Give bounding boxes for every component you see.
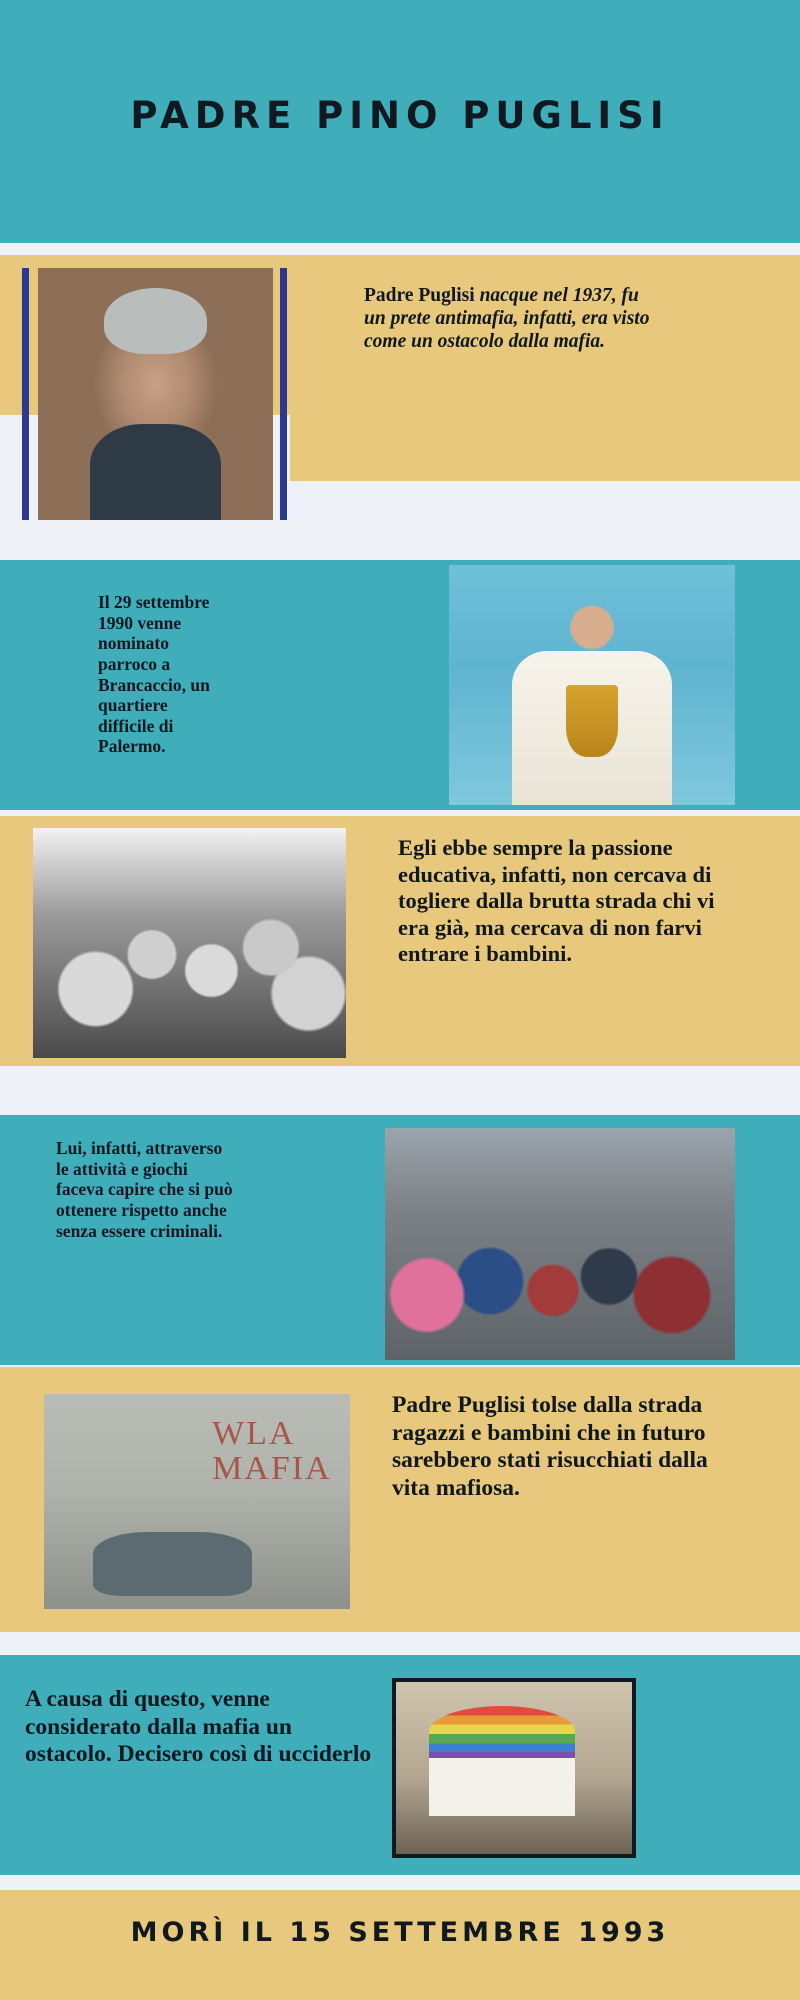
section-1-frame-right <box>280 268 287 520</box>
header-band <box>0 0 800 243</box>
photo-gruppo-ragazzi-bn <box>33 828 346 1058</box>
footer-text: MORÌ IL 15 SETTEMBRE 1993 <box>130 1917 670 1948</box>
section-4-text: Lui, infatti, attraverso le attività e giochi faceva capire che si può ottenere rispetto anche senza essere criminali. <box>56 1138 233 1241</box>
photo-vespa-murale <box>44 1394 350 1609</box>
page-title: PADRE PINO PUGLISI <box>130 94 670 137</box>
photo-manifestazione-striscione <box>392 1678 636 1858</box>
photo-puglisi-messa <box>449 565 735 805</box>
section-1-text <box>364 284 664 353</box>
photo-bambini-brancaccio <box>385 1128 735 1360</box>
section-1-text-rest: nacque nel 1937, fu un prete antimafia, infatti, era visto come un ostacolo dalla mafia. <box>364 285 650 352</box>
photo-puglisi-portrait <box>38 268 273 520</box>
section-1-frame-left <box>22 268 29 520</box>
section-2-text: Il 29 settembre 1990 venne nominato parroco a Brancaccio, un quartiere difficile di Palermo. <box>98 592 210 757</box>
section-3-text: Egli ebbe sempre la passione educativa, infatti, non cercava di togliere dalla brutta strada chi vi era già, ma cercava di non farvi entrare i bambini. <box>398 835 715 967</box>
section-6-text: A causa di questo, venne considerato dalla mafia un ostacolo. Decisero così di ucciderlo <box>25 1686 372 1768</box>
section-5-text: Padre Puglisi tolse dalla strada ragazzi e bambini che in futuro sarebbero stati risucchiati dalla vita mafiosa. <box>392 1392 708 1502</box>
section-1-text-lead: Padre Puglisi <box>364 285 475 306</box>
